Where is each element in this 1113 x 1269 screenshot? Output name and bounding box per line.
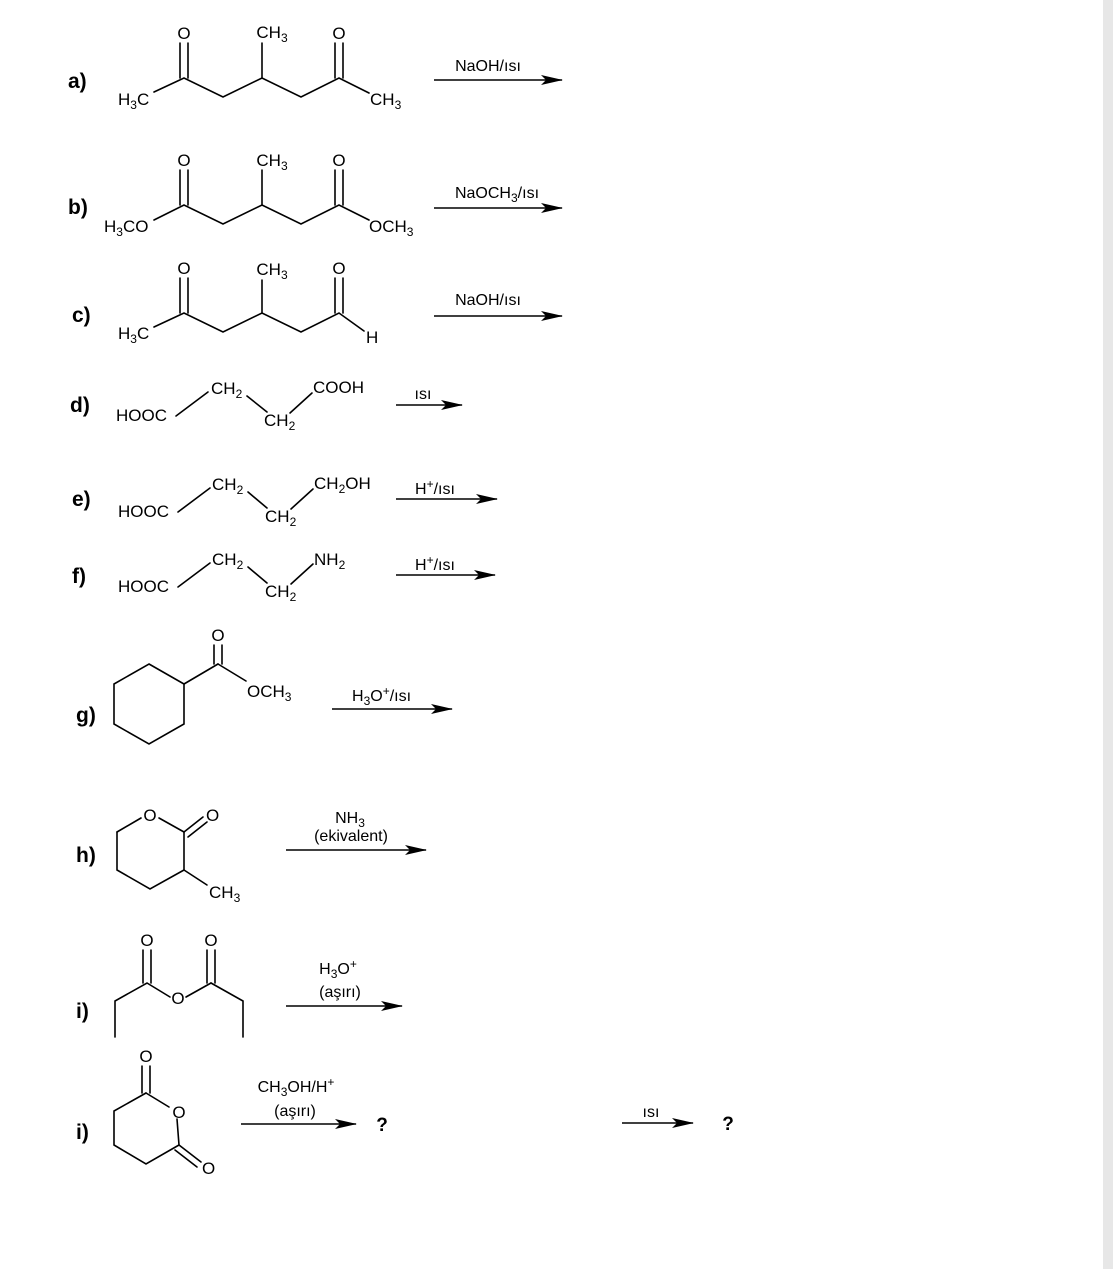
oxygen-atom: O <box>332 24 346 43</box>
reagent-c: NaOH/ısı <box>455 292 521 309</box>
methylene-group: $CH_2$ <box>211 379 243 401</box>
reagent-h-line1: $NH_3$ <box>335 810 365 830</box>
molecule-b <box>104 151 414 239</box>
cyclohexane-ring <box>114 664 184 744</box>
carboxyl-group: HOOC <box>116 406 167 425</box>
page-edge <box>1103 0 1113 1269</box>
oxygen-atom: O <box>211 626 225 645</box>
reaction-f <box>72 550 495 604</box>
bridging-oxygen: O <box>171 989 185 1008</box>
molecule-i1 <box>115 931 243 1037</box>
reagent-f: H+/ısı <box>415 553 455 574</box>
molecule-h <box>117 806 241 905</box>
methylene-group: $CH_2$ <box>265 582 297 604</box>
carboxyl-group: COOH <box>313 378 364 397</box>
reaction-e <box>72 474 497 529</box>
label-i2: i) <box>76 1121 89 1144</box>
methyl-group: $CH_3$ <box>209 883 241 905</box>
reagent-i2-line2: (aşırı) <box>274 1103 316 1120</box>
oxygen-atom: O <box>204 931 218 950</box>
oxygen-atom: O <box>206 806 220 825</box>
label-d: d) <box>70 394 90 417</box>
reagent-h-line2: (ekivalent) <box>314 828 388 845</box>
reagent-g: $H_3O^+$/ısı <box>352 684 412 708</box>
label-e: e) <box>72 488 91 511</box>
molecule-g <box>114 626 292 744</box>
methoxy-group: $OCH_3$ <box>369 217 414 239</box>
reagent-b: NaOCH$_3$/ısı <box>454 185 540 205</box>
label-c: c) <box>72 304 91 327</box>
oxygen-atom: O <box>202 1159 216 1178</box>
molecule-f <box>118 550 346 604</box>
oxygen-atom: O <box>177 151 191 170</box>
methyl-group: $CH_3$ <box>256 23 288 45</box>
oxygen-atom: O <box>140 931 154 950</box>
oxygen-atom: O <box>139 1047 153 1066</box>
amino-group: $NH_2$ <box>314 550 346 572</box>
molecule-i2 <box>114 1047 215 1178</box>
ring-oxygen: O <box>143 806 157 825</box>
hydroxymethyl-group: $CH_2OH$ <box>314 474 371 496</box>
reaction-b <box>68 151 562 239</box>
label-b: b) <box>68 196 88 219</box>
reaction-i-second <box>76 1047 734 1178</box>
reaction-i-first <box>76 931 402 1037</box>
methyl-group: $CH_3$ <box>256 260 288 282</box>
label-i1: i) <box>76 1000 89 1023</box>
reagent-a: NaOH/ısı <box>455 58 521 75</box>
oxygen-atom: O <box>177 259 191 278</box>
reagent-d: ısı <box>414 386 432 403</box>
oxygen-atom: O <box>177 24 191 43</box>
methylene-group: $CH_2$ <box>212 475 244 497</box>
methyl-group: $H_3C$ <box>118 324 150 346</box>
carboxyl-group: HOOC <box>118 502 169 521</box>
reagent-i1-line2: (aşırı) <box>319 984 361 1001</box>
molecule-e <box>118 474 371 529</box>
unknown-product-2: ? <box>722 1114 734 1135</box>
ring-oxygen: O <box>172 1103 186 1122</box>
aldehyde-hydrogen: H <box>366 328 379 347</box>
reaction-c <box>72 259 562 347</box>
methyl-group: $H_3C$ <box>118 90 150 112</box>
methylene-group: $CH_2$ <box>264 411 296 433</box>
label-f: f) <box>72 565 86 588</box>
reaction-a <box>68 23 562 112</box>
methylene-group: $CH_2$ <box>265 507 297 529</box>
oxygen-atom: O <box>332 259 346 278</box>
label-g: g) <box>76 704 96 727</box>
reaction-g <box>76 626 452 744</box>
label-a: a) <box>68 70 87 93</box>
reaction-h <box>76 806 426 905</box>
oxygen-atom: O <box>332 151 346 170</box>
reagent-i2-line1: $CH_3OH/H^+$ <box>257 1075 335 1099</box>
molecule-c <box>118 259 378 347</box>
molecule-a <box>118 23 402 112</box>
label-h: h) <box>76 844 96 867</box>
reagent-e: H+/ısı <box>415 477 455 498</box>
methyl-group: $CH_3$ <box>370 90 402 112</box>
methoxy-group: $H_3CO$ <box>104 217 149 239</box>
reagent-i1-line1: $H_3O^+$ <box>319 957 357 981</box>
reaction-d <box>70 378 462 433</box>
molecule-d <box>116 378 364 433</box>
methylene-group: $CH_2$ <box>212 550 244 572</box>
methoxy-group: $OCH_3$ <box>247 682 292 704</box>
methyl-group: $CH_3$ <box>256 151 288 173</box>
carboxyl-group: HOOC <box>118 577 169 596</box>
reagent-i2-step2: ısı <box>642 1104 660 1121</box>
unknown-product-1: ? <box>376 1115 388 1136</box>
